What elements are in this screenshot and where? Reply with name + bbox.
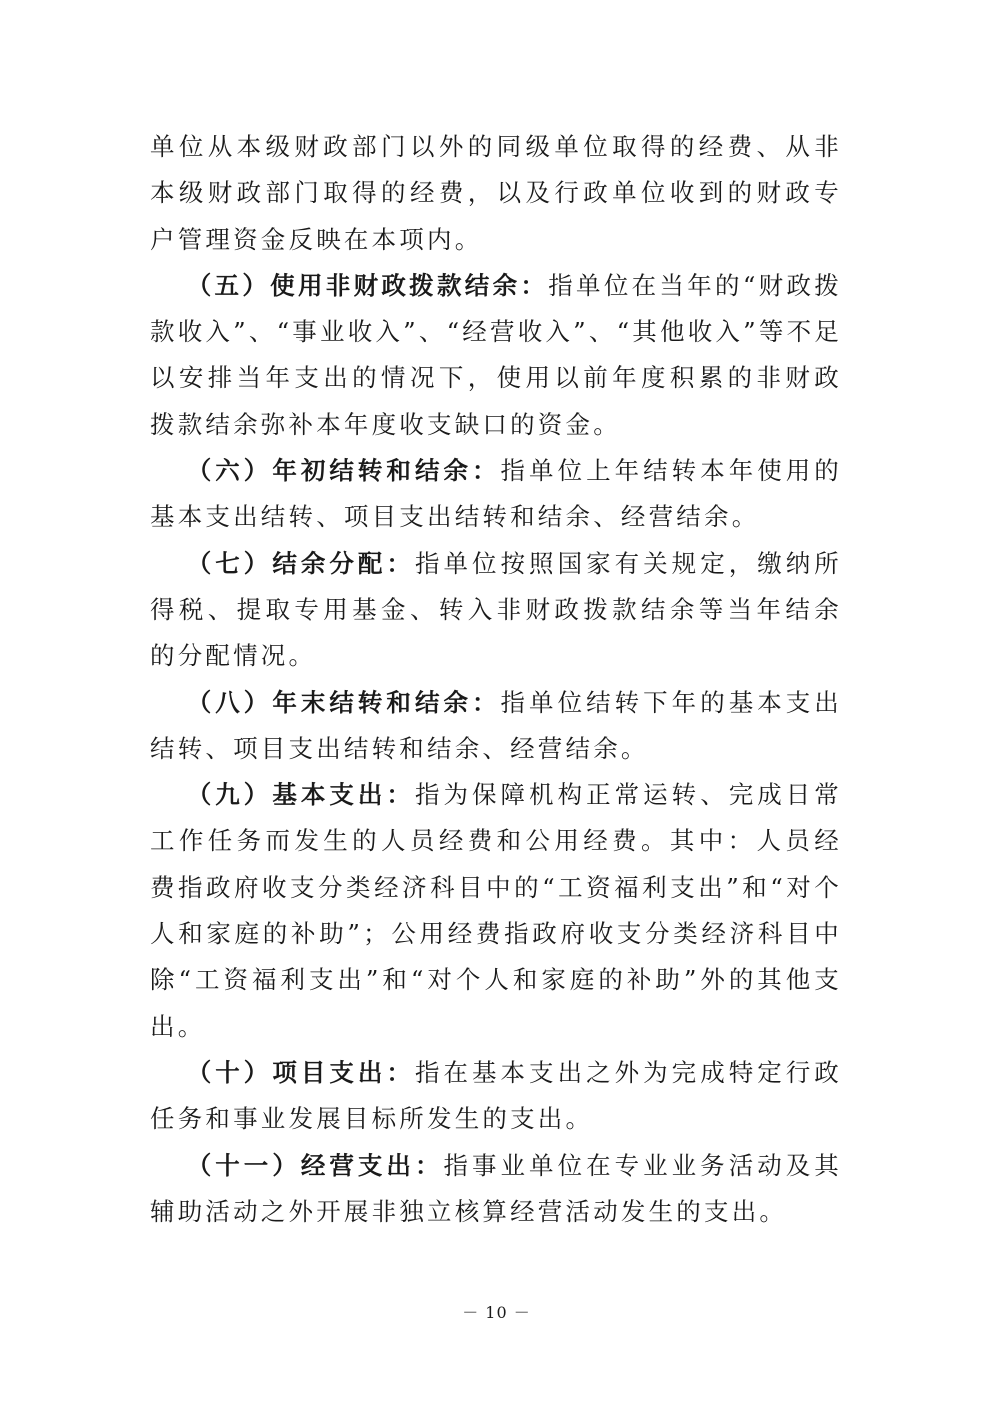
paragraph-text: 指单位上年结转本年使用的基本支出结转、项目支出结转和结余、经营结余。	[150, 456, 843, 532]
paragraph-text: 指单位结转下年的基本支出结转、项目支出结转和结余、经营结余。	[150, 687, 843, 763]
term-label: （八）年末结转和结余：	[186, 687, 501, 717]
paragraph-item-8	[150, 680, 842, 773]
paragraph-text: 指在基本支出之外为完成特定行政任务和事业发展目标所发生的支出。	[150, 1057, 842, 1134]
paragraph-text: 单位从本级财政部门以外的同级单位取得的经费、从非本级财政部门取得的经费，以及行政单位收到的财政专户管理资金反映在本项内。	[150, 132, 842, 254]
paragraph-text: 指单位按照国家有关规定，缴纳所得税、提取专用基金、转入非财政拨款结余等当年结余的分配情况。	[150, 548, 842, 671]
document-body	[150, 124, 842, 1235]
paragraph-item-11	[150, 1143, 842, 1236]
page-number: － 10 －	[462, 1303, 531, 1322]
paragraph-item-5	[150, 263, 842, 448]
term-label: （七）结余分配：	[186, 548, 415, 578]
term-label: （十）项目支出：	[186, 1057, 415, 1087]
term-label: （九）基本支出：	[186, 780, 415, 810]
term-label: （十一）经营支出：	[186, 1150, 444, 1180]
term-label: （五）使用非财政拨款结余：	[186, 270, 549, 300]
term-label: （六）年初结转和结余：	[186, 456, 501, 486]
paragraph-text: 指为保障机构正常运转、完成日常工作任务而发生的人员经费和公用经费。其中：人员经费指政府收支分类经济科目中的“工资福利支出”和“对个人和家庭的补助”；公用经费指政府收支分类经济科目中除“工资福利支出”和“对个人和家庭的补助”外的其他支出。	[150, 780, 842, 1041]
paragraph-text: 指单位在当年的“财政拨款收入”、“事业收入”、“经营收入”、“其他收入”等不足以安排当年支出的情况下，使用以前年度积累的非财政拨款结余弥补本年度收支缺口的资金。	[150, 270, 842, 439]
paragraph-item-6	[150, 448, 842, 541]
paragraph-item-9	[150, 772, 842, 1050]
paragraph-text: 指事业单位在专业业务活动及其辅助活动之外开展非独立核算经营活动发生的支出。	[150, 1150, 842, 1226]
paragraph-item-10	[150, 1050, 842, 1143]
paragraph-item-7	[150, 541, 842, 680]
paragraph-continuation	[150, 124, 842, 263]
